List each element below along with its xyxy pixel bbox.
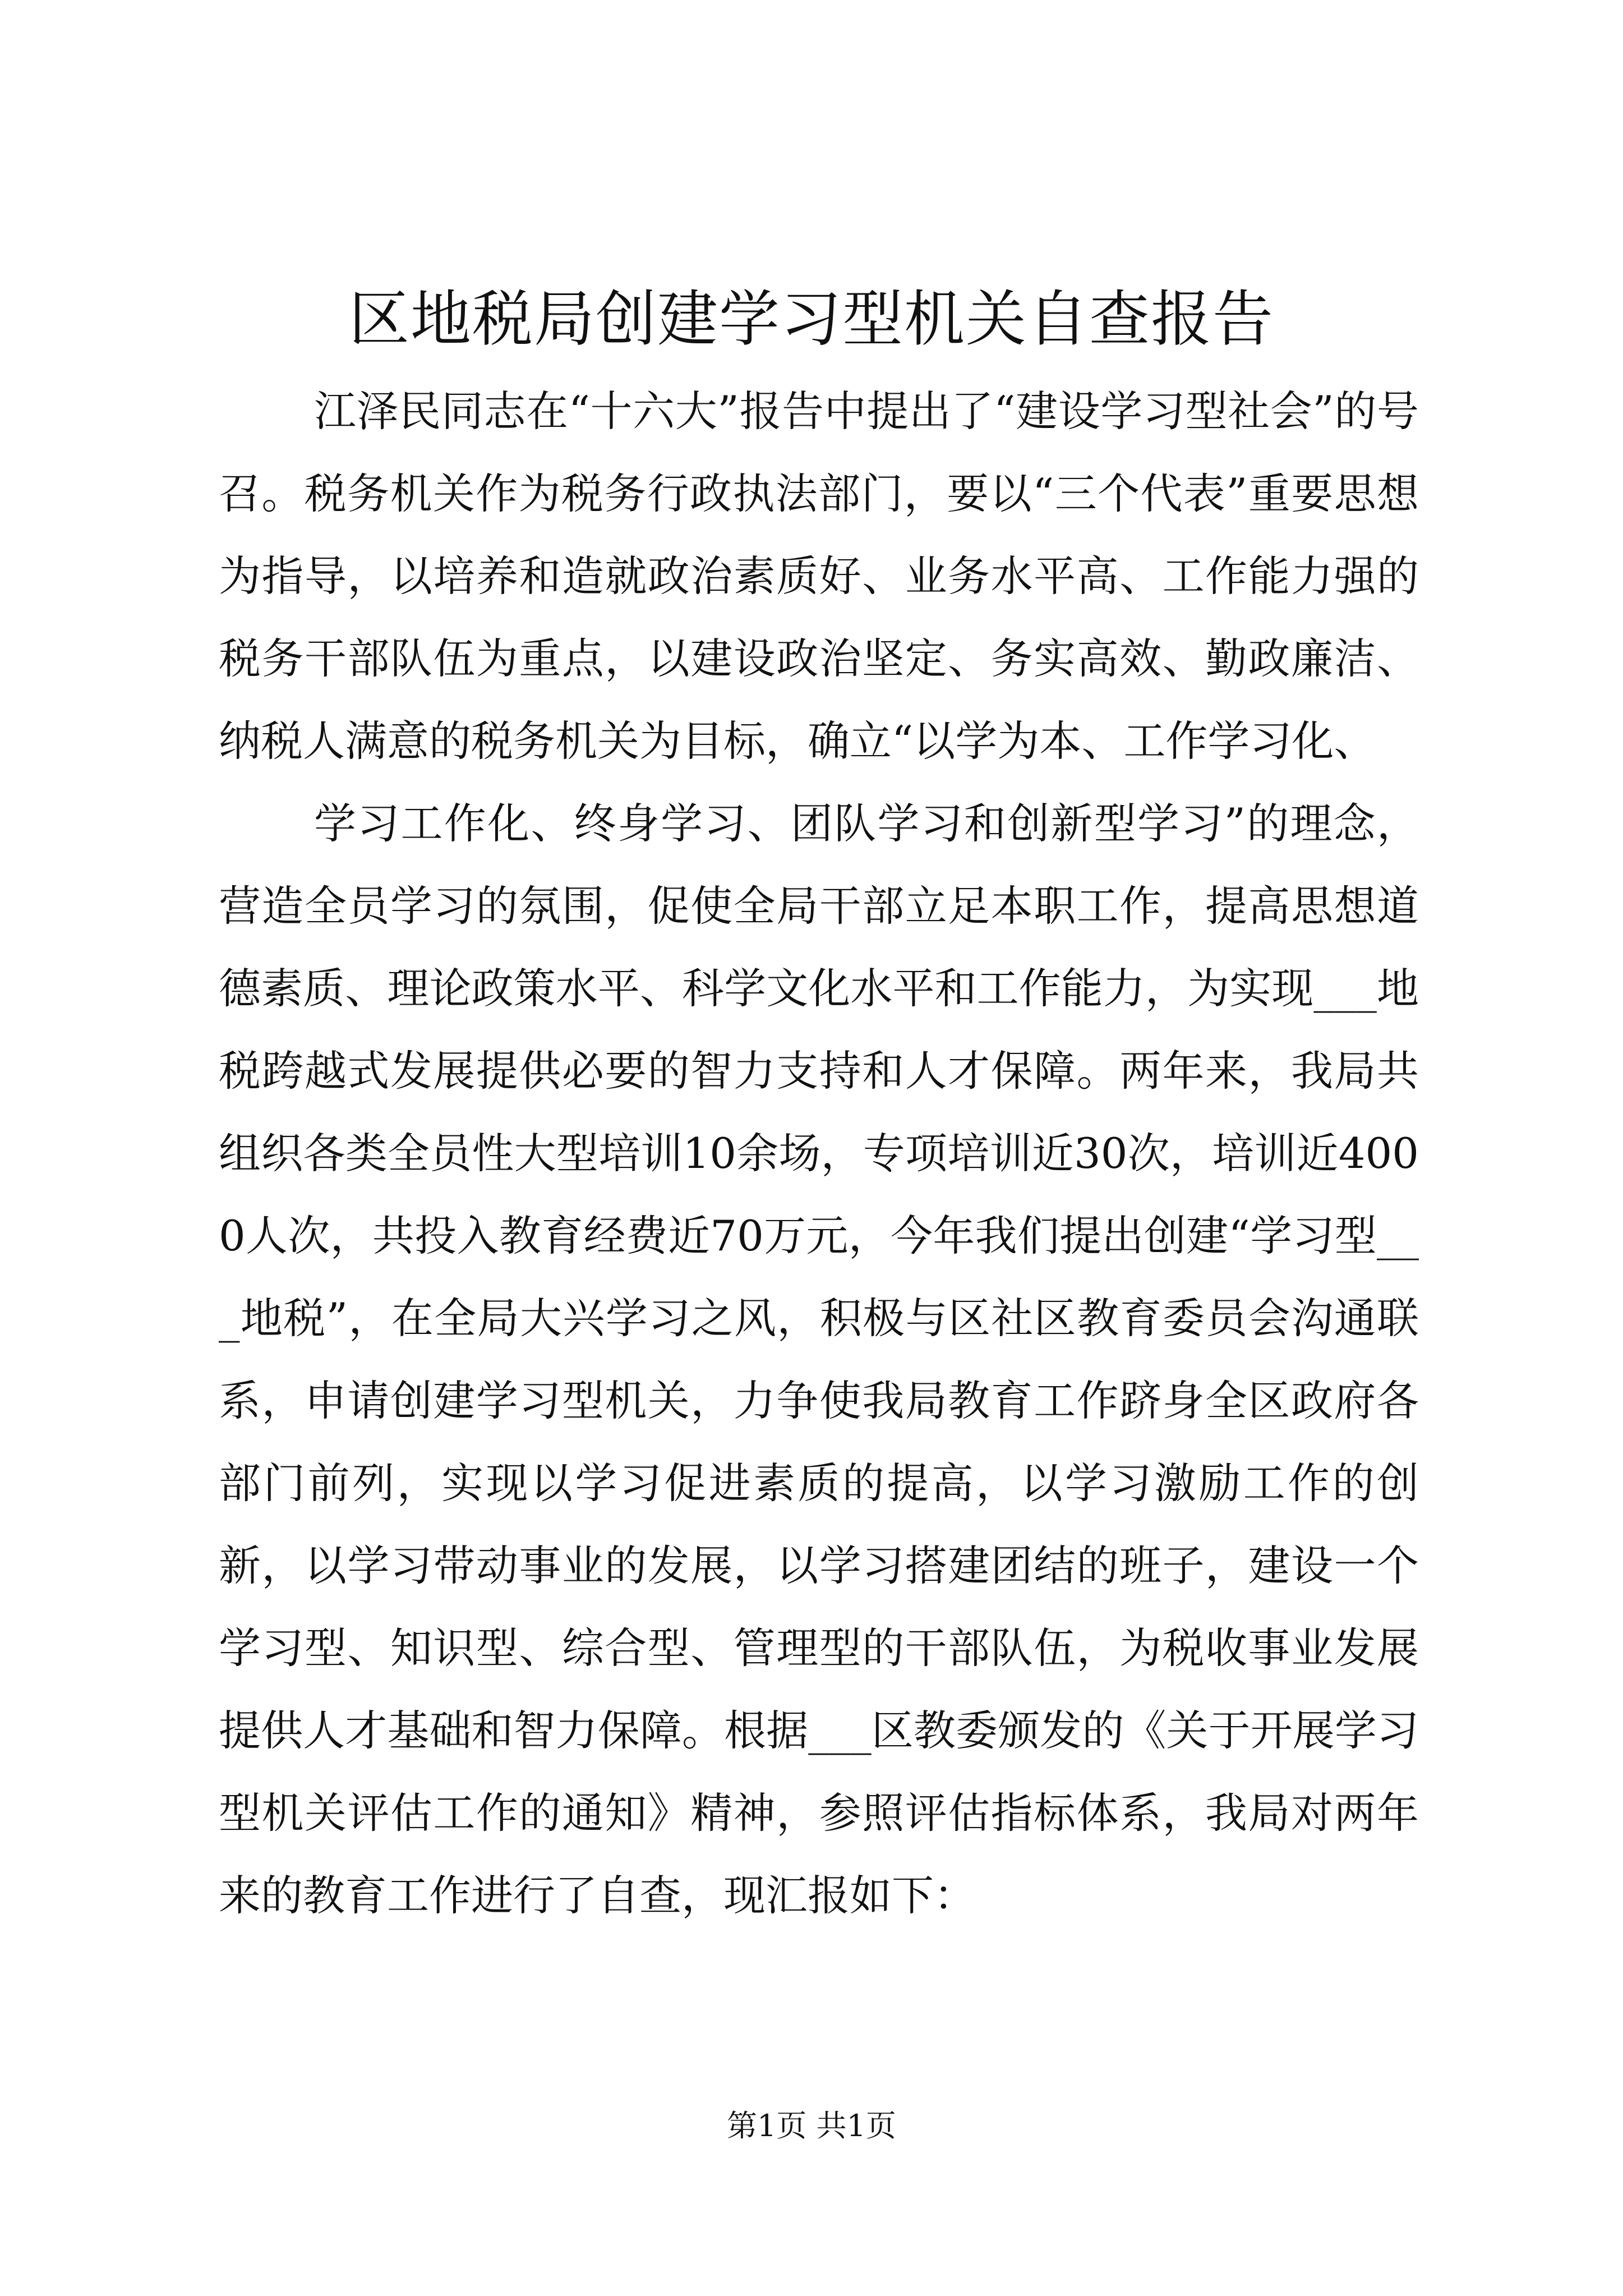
paragraph-2: 学习工作化、终身学习、团队学习和创新型学习”的理念，营造全员学习的氛围，促使全局干部立足本职工作，提高思想道德素质、理论政策水平、科学文化水平和工作能力，为实现___地税跨越式发展提供必要的智力支持和人才保障。两年来，我局共组织各类全员性大型培训10余场，专项培训近30次，培训近4000人次，共投入教育经费近70万元，今年我们提出创建“学习型___地税”，在全局大兴学习之风，积极与区社区教育委员会沟通联系，申请创建学习型机关，力争使我局教育工作跻身全区政府各部门前列，实现以学习促进素质的提高，以学习激励工作的创新，以学习带动事业的发展，以学习搭建团结的班子，建设一个学习型、知识型、综合型、管理型的干部队伍，为税收事业发展提供人才基础和智力保障。根据___区教委颁发的《关于开展学习型机关评估工作的通知》精神，参照评估指标体系，我局对两年来的教育工作进行了自查，现汇报如下： <box>219 799 1419 1920</box>
paragraph-1: 江泽民同志在“十六大”报告中提出了“建设学习型社会”的号召。税务机关作为税务行政执法部门，要以“三个代表”重要思想为指导，以培养和造就政治素质好、业务水平高、工作能力强的税务干部队伍为重点，以建设政治坚定、务实高效、勤政廉洁、纳税人满意的税务机关为目标，确立“以学为本、工作学习化、 <box>219 386 1419 766</box>
page-footer: 第1页 共1页 <box>727 2108 896 2143</box>
document-body <box>219 370 1419 1937</box>
document-title: 区地税局创建学习型机关自查报告 <box>348 284 1274 355</box>
